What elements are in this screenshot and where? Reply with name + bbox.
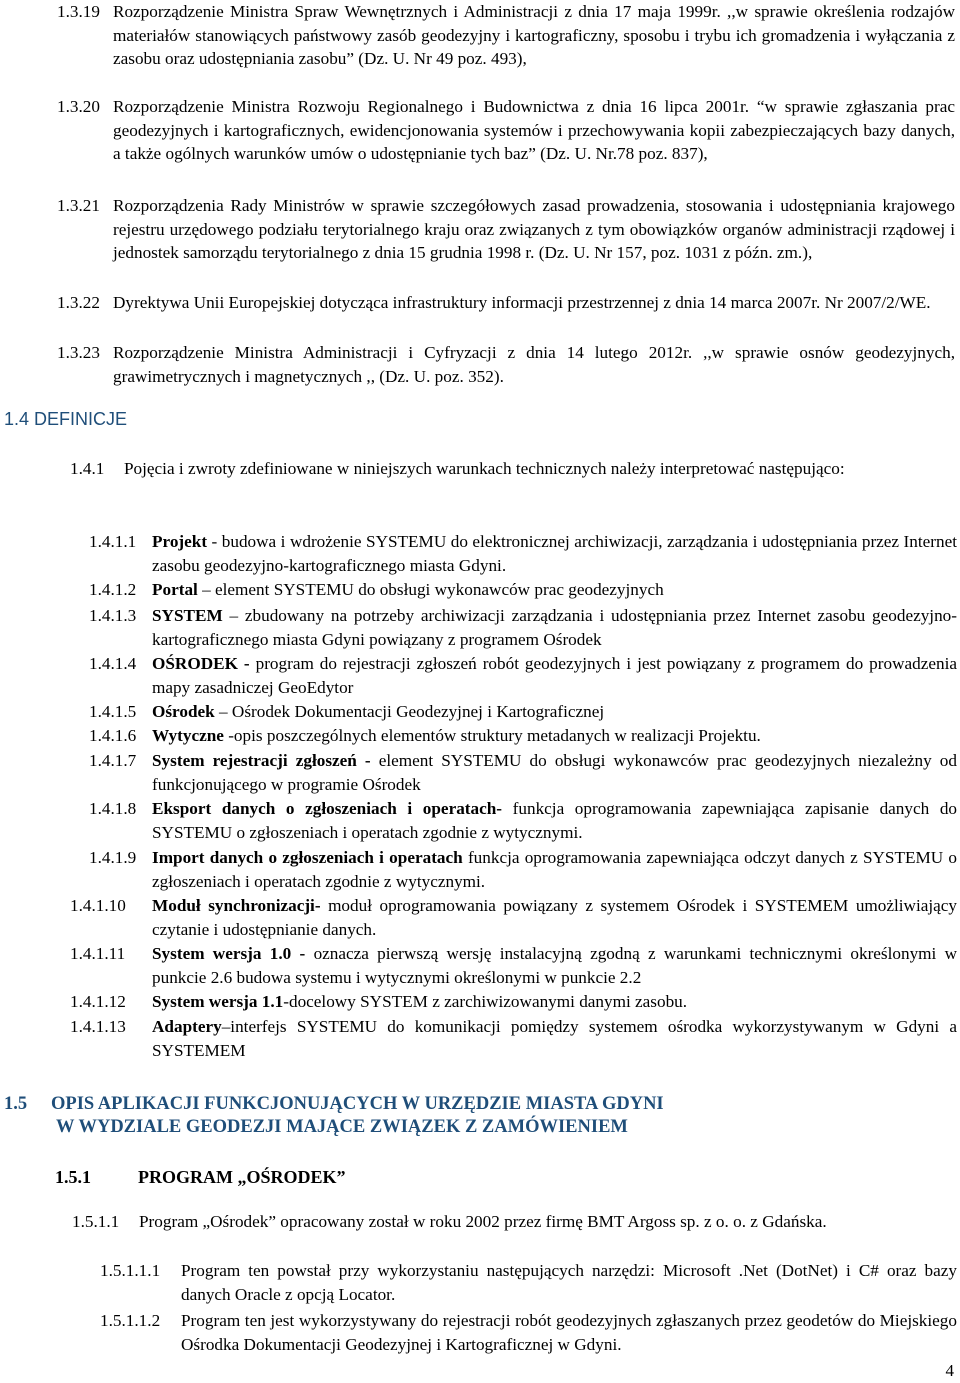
- item-number: 1.5.1.1.1: [100, 1261, 161, 1280]
- definition-body: -docelowy SYSTEM z zarchiwizowanymi danymi zasobu.: [283, 992, 688, 1011]
- definition-body: moduł oprogramowania powiązany z systemem Ośrodek i SYSTEMEM umożliwiający czytanie i udostępnianie danych.: [152, 896, 958, 939]
- definition-text: [152, 942, 957, 989]
- definition-text: [152, 1015, 957, 1062]
- section-heading-definitions: 1.4 DEFINICJE: [4, 409, 128, 429]
- subsection-title: PROGRAM „OŚRODEK”: [138, 1167, 346, 1187]
- subsection-number: 1.5.1: [55, 1167, 91, 1187]
- definition-body: element SYSTEMU do obsługi wykonawców prac geodezyjnych niezależny od funkcjonującego w programie Ośrodek: [152, 751, 957, 794]
- definition-text: [152, 578, 957, 602]
- item-number: 1.4.1.4: [89, 654, 137, 673]
- definition-text: [152, 846, 957, 893]
- item-number: 1.4.1.1: [89, 532, 137, 551]
- item-text: Rozporządzenie Ministra Spraw Wewnętrznych i Administracji z dnia 17 maja 1999r. ,,w sprawie określenia rodzajów materiałów stanowiących państwowy zasób geodezyjny i kartograficzny, sposobu i trybu ich gromadzenia i wyłączania z zasobu oraz udostępniania zasobu” (Dz. U. Nr 49 poz. 493),: [113, 2, 955, 69]
- definition-body: –interfejs SYSTEMU do komunikacji pomiędzy systemem ośrodka wykorzystywanym w Gdyni a SYSTEMEM: [152, 1017, 957, 1060]
- definition-term: System rejestracji zgłoszeń -: [152, 751, 371, 770]
- section-number-1-5: 1.5: [4, 1094, 28, 1114]
- definition-body: budowa i wdrożenie SYSTEMU do elektronicznej archiwizacji, zarządzania i udostępniania przez Internet zasobu geodezyjno-kartograficznego miasta Gdyni.: [152, 532, 957, 575]
- item-text: Pojęcia i zwroty zdefiniowane w niniejszych warunkach technicznych należy interpretować następująco:: [124, 459, 845, 478]
- definition-term: Wytyczne: [152, 726, 224, 745]
- definition-text: [152, 990, 957, 1014]
- item-number: 1.4.1: [70, 459, 105, 478]
- item-number: 1.4.1.5: [89, 702, 137, 721]
- item-number: 1.3.21: [57, 196, 100, 215]
- definition-term: SYSTEM: [152, 606, 223, 625]
- definition-body: funkcja oprogramowania zapewniająca odczyt danych z SYSTEMU o zgłoszeniach i operatach zgodnie z wytycznymi.: [152, 848, 957, 891]
- definition-term: Ośrodek: [152, 702, 215, 721]
- definition-term: System wersja 1.1: [152, 992, 284, 1011]
- item-number: 1.3.23: [57, 343, 100, 362]
- definition-term: Projekt: [152, 532, 208, 551]
- definition-term: Import danych o zgłoszeniach i operatach: [152, 848, 463, 867]
- definition-separator: –: [214, 702, 232, 721]
- item-text: Program ten jest wykorzystywany do rejestracji robót geodezyjnych zgłaszanych przez geodetów do Miejskiego Ośrodka Dokumentacji Geodezyjnej i Kartograficznej w Gdyni.: [181, 1311, 957, 1354]
- item-number: 1.3.22: [57, 293, 100, 312]
- definition-term: Eksport danych o zgłoszeniach i operatach-: [152, 799, 503, 818]
- item-number: 1.3.19: [57, 2, 100, 21]
- definition-body: Ośrodek Dokumentacji Geodezyjnej i Kartograficznej: [231, 702, 605, 721]
- definition-separator: –: [222, 606, 245, 625]
- definition-body: funkcja oprogramowania zapewniająca zapisanie danych do SYSTEMU o zgłoszeniach i operatach zgodnie z wytycznymi.: [152, 799, 958, 842]
- definition-body: oznacza pierwszą wersję instalacyjną zgodną z warunkami technicznymi określonymi w punkcie 2.6 budowa systemu i wytycznymi określonymi w punkcie 2.2: [152, 944, 958, 987]
- item-text: Rozporządzenia Rady Ministrów w sprawie szczegółowych zasad prowadzenia, stosowania i udostępniania krajowego rejestru urzędowego podziału terytorialnego kraju oraz związanych z tym obowiązków organów administracji rządowej i jednostek samorządu terytorialnego z dnia 15 grudnia 1998 r. (Dz. U. Nr 157, poz. 1031 z późn. zm.),: [113, 196, 955, 263]
- definition-text: [152, 700, 957, 724]
- item-number: 1.4.1.11: [70, 944, 126, 963]
- item-number: 1.4.1.7: [89, 751, 137, 770]
- item-number: 1.3.20: [57, 97, 100, 116]
- definition-text: [152, 724, 957, 748]
- definition-term: Adaptery: [152, 1017, 222, 1036]
- definition-term: OŚRODEK -: [152, 654, 250, 673]
- item-text: Rozporządzenie Ministra Rozwoju Regionalnego i Budownictwa z dnia 16 lipca 2001r. “w sprawie zgłaszania prac geodezyjnych i kartograficznych, ewidencjonowania systemów i przechowywania kopii zabezpieczających bazy danych, a także ogólnych warunków umów o udostępnianie tych baz” (Dz. U. Nr.78 poz. 837),: [113, 97, 955, 164]
- definition-text: [152, 652, 957, 699]
- definition-term: Portal: [152, 580, 198, 599]
- item-number: 1.5.1.1: [72, 1212, 120, 1231]
- item-number: 1.4.1.10: [70, 896, 126, 915]
- definition-separator: [321, 896, 329, 915]
- item-number: 1.4.1.3: [89, 606, 137, 625]
- item-number: 1.4.1.9: [89, 848, 137, 867]
- item-number: 1.4.1.12: [70, 992, 126, 1011]
- definition-body: program do rejestracji zgłoszeń robót geodezyjnych i jest powiązany z programem do prowadzenia mapy zasadniczej GeoEdytor: [152, 654, 957, 697]
- item-text: Program ten powstał przy wykorzystaniu następujących narzędzi: Microsoft .Net (DotNet) i C# oraz bazy danych Oracle z opcją Locator.: [181, 1261, 957, 1304]
- definition-body: element SYSTEMU do obsługi wykonawców prac geodezyjnych: [215, 580, 664, 599]
- definition-text: [152, 797, 957, 844]
- item-number: 1.4.1.13: [70, 1017, 126, 1036]
- definition-text: [152, 604, 957, 651]
- definition-term: Moduł synchronizacji-: [152, 896, 321, 915]
- definition-text: [152, 530, 957, 577]
- item-number: 1.4.1.2: [89, 580, 137, 599]
- item-text: Dyrektywa Unii Europejskiej dotycząca infrastruktury informacji przestrzennej z dnia 14 marca 2007r. Nr 2007/2/WE.: [113, 293, 931, 312]
- definition-separator: [371, 751, 379, 770]
- section-heading-line-1: OPIS APLIKACJI FUNKCJONUJĄCYCH W URZĘDZIE MIASTA GDYNI: [51, 1094, 664, 1114]
- item-text: Program „Ośrodek” opracowany został w roku 2002 przez firmę BMT Argoss sp. z o. o. z Gdańska.: [139, 1212, 827, 1231]
- item-number: 1.4.1.6: [89, 726, 137, 745]
- page-number: 4: [945, 1361, 954, 1380]
- section-heading-line-2: W WYDZIALE GEODEZJI MAJĄCE ZWIĄZEK Z ZAMÓWIENIEM: [56, 1117, 628, 1137]
- definition-term: System wersja 1.0 -: [152, 944, 306, 963]
- definition-separator: [502, 799, 513, 818]
- definition-text: [152, 749, 957, 796]
- definition-body: zbudowany na potrzeby archiwizacji zarządzania i udostępniania przez Internet zasobu geodezyjno- kartograficznego miasta Gdyni powiązany z programem Ośrodek: [152, 606, 957, 649]
- definition-separator: [305, 944, 313, 963]
- item-number: 1.5.1.1.2: [100, 1311, 161, 1330]
- definition-body: -opis poszczególnych elementów struktury metadanych w realizacji Projektu.: [228, 726, 761, 745]
- definition-separator: –: [197, 580, 216, 599]
- definition-text: [152, 894, 957, 941]
- item-text: Rozporządzenie Ministra Administracji i Cyfryzacji z dnia 14 lutego 2012r. ,,w sprawie osnów geodezyjnych, grawimetrycznych i magnetycznych ,, (Dz. U. poz. 352).: [113, 343, 955, 386]
- item-number: 1.4.1.8: [89, 799, 137, 818]
- definition-separator: -: [207, 532, 222, 551]
